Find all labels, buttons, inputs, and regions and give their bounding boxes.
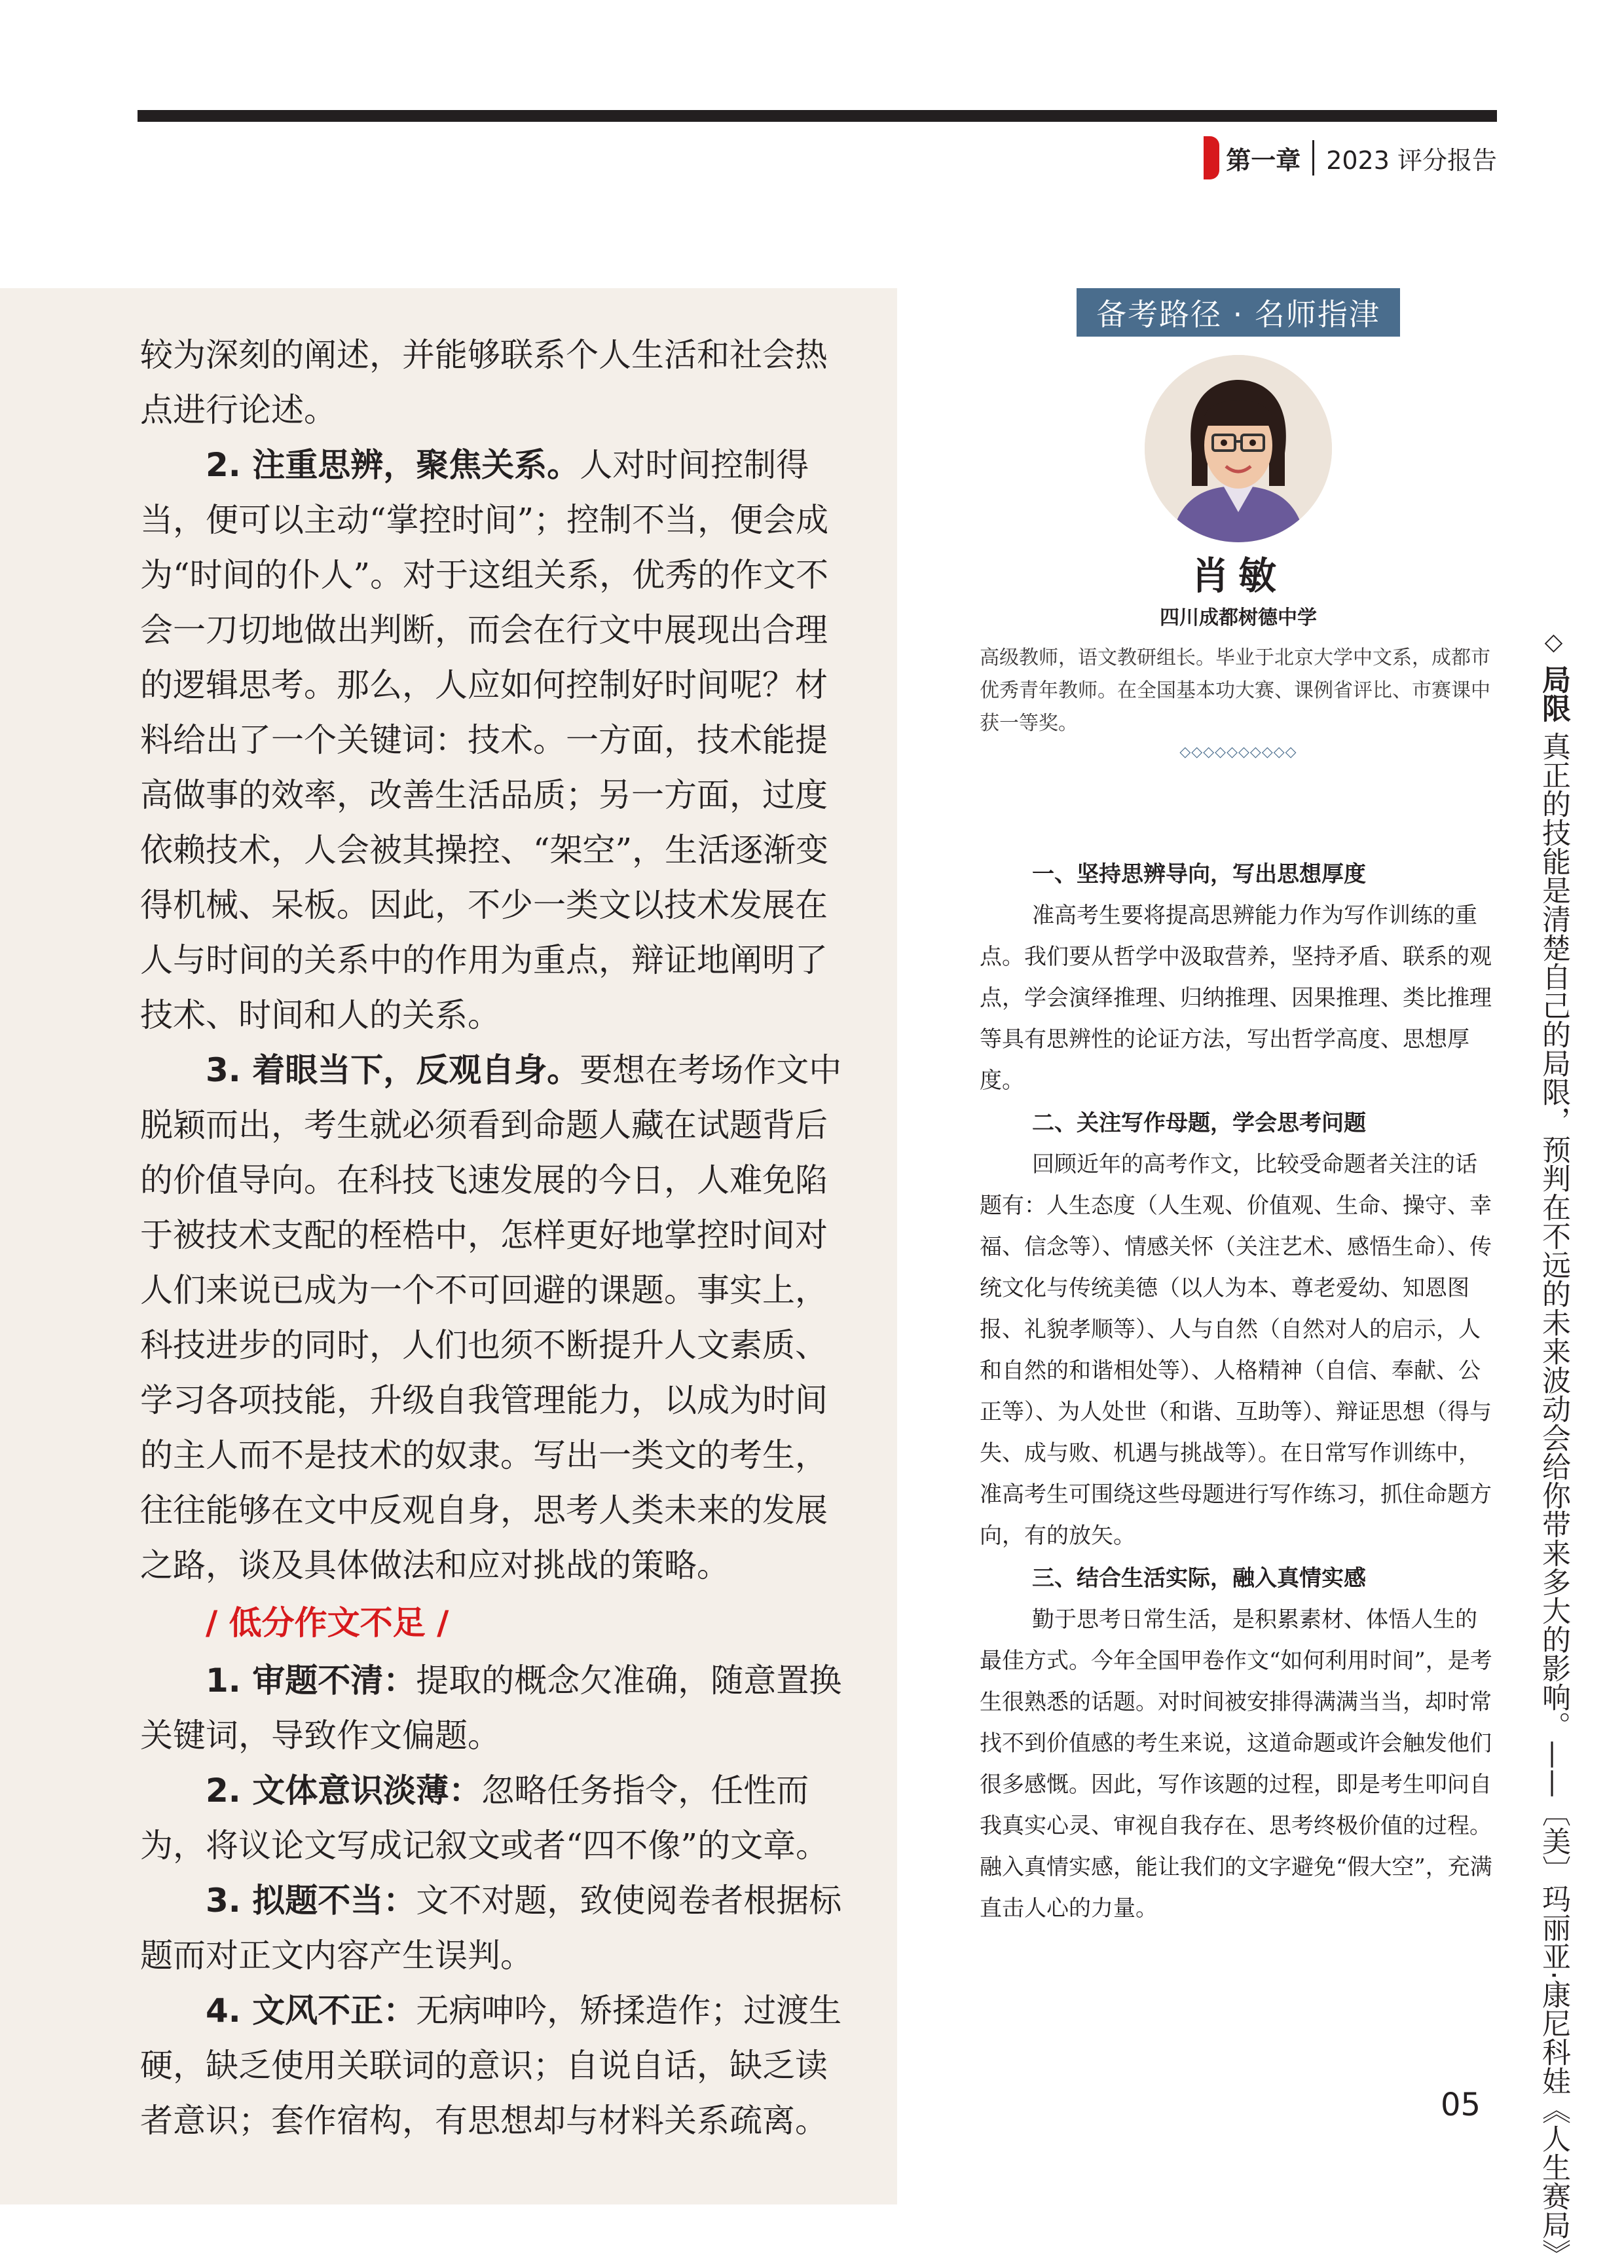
chapter-mark-icon xyxy=(1204,136,1219,179)
low-item-1-body: 提取的概念欠准确，随意置换关键词，导致作文偏题。 xyxy=(140,1662,842,1755)
low-item-2-body: 忽略任务指令，任性而为，将议论文写成记叙文或者“四不像”的文章。 xyxy=(140,1772,829,1865)
page-header xyxy=(1204,134,1497,181)
chapter-label: 第一章 xyxy=(1226,145,1301,175)
main-article xyxy=(140,327,847,2148)
low-item-3-body: 文不对题，致使阅卷者根据标题而对正文内容产生误判。 xyxy=(140,1882,842,1975)
paragraph-3 xyxy=(140,1043,847,1593)
tip-3-heading: 三、结合生活实际，融入真情实感 xyxy=(1032,1565,1366,1591)
tip-1-body: 准高考生要将提高思辨能力作为写作训练的重点。我们要从哲学中汲取营养，坚持矛盾、联系的观点，学会演绎推理、归纳推理、因果推理、类比推理等具有思辨性的论证方法，写出哲学高度、思想厚度。 xyxy=(980,902,1492,1094)
tip-3-body: 勤于思考日常生活，是积累素材、体悟人生的最佳方式。今年全国甲卷作文“如何利用时间”，是考生很熟悉的话题。对时间被安排得满满当当，却时常找不到价值感的考生来说，这道命题或许会触发他们很多感慨。因此，写作该题的过程，即是考生叩问自我真实心灵、审视自我存在、思考终极价值的过程。融入真情实感，能让我们的文字避免“假大空”，充满直击人心的力量。 xyxy=(980,1607,1492,1922)
diamond-divider: ◇◇◇◇◇◇◇◇◇◇ xyxy=(1179,744,1297,760)
side-quote xyxy=(1534,629,1573,2268)
teacher-portrait-icon xyxy=(1145,355,1332,542)
low-item-3-title: 3. 拟题不当： xyxy=(206,1882,416,1920)
teacher-bio: 高级教师，语文教研组长。毕业于北京大学中文系，成都市优秀青年教师。在全国基本功大赛、课例省评比、市赛课中获一等奖。 xyxy=(980,646,1490,735)
point-3-title: 3. 着眼当下，反观自身。 xyxy=(206,1051,580,1089)
point-2-body: 人对时间控制得当，便可以主动“掌控时间”；控制不当，便会成为“时间的仆人”。对于这组关系，优秀的作文不会一刀切地做出判断，而会在行文中展现出合理的逻辑思考。那么，人应如何控制好时间呢？材料给出了一个关键词：技术。一方面，技术能提高做事的效率，改善生活品质；另一方面，过度依赖技术，人会被其操控、“架空”，生活逐渐变得机械、呆板。因此，不少一类文以技术发展在人与时间的关系中的作用为重点，辩证地阐明了技术、时间和人的关系。 xyxy=(140,446,829,1034)
page-number: 05 xyxy=(1441,2087,1481,2123)
teacher-name: 肖敏 xyxy=(1190,553,1285,598)
low-item-3 xyxy=(140,1873,847,1983)
point-3-body: 要想在考场作文中脱颖而出，考生就必须看到命题人藏在试题背后的价值导向。在科技飞速发展的今日，人难免陷于被技术支配的桎梏中，怎样更好地掌控时间对人们来说已成为一个不可回避的课题。事实上，科技进步的同时，人们也须不断提升人文素质、学习各项技能，升级自我管理能力，以成为时间的主人而不是技术的奴隶。写出一类文的考生，往往能够在文中反观自身，思考人类未来的发展之路，谈及具体做法和应对挑战的策略。 xyxy=(140,1051,842,1584)
low-item-2 xyxy=(140,1763,847,1873)
paragraph-1: 较为深刻的阐述，并能够联系个人生活和社会热点进行论述。 xyxy=(140,336,828,429)
quote-title: 局限 xyxy=(1537,665,1570,722)
quote-text: 真正的技能是清楚自己的局限，预判在不远的未来波动会给你带来多大的影响。——〔美〕玛丽亚·康尼科娃《人生赛局》 xyxy=(1537,732,1570,2268)
tip-2-body: 回顾近年的高考作文，比较受命题者关注的话题有：人生态度（人生观、价值观、生命、操守、幸福、信念等）、情感关怀（关注艺术、感悟生命）、传统文化与传统美德（以人为本、尊老爱幼、知恩图报、礼貌孝顺等）、人与自然（自然对人的启示，人和自然的和谐相处等）、人格精神（自信、奉献、公正等）、为人处世（和谐、互助等）、辩证思想（得与失、成与败、机遇与挑战等）。在日常写作训练中，准高考生可围绕这些母题进行写作练习，抓住命题方向，有的放矢。 xyxy=(980,1151,1492,1549)
teacher-avatar xyxy=(1145,355,1332,542)
teacher-card xyxy=(980,288,1497,760)
point-2-title: 2. 注重思辨，聚焦关系。 xyxy=(206,446,580,484)
low-item-4 xyxy=(140,1983,847,2148)
tip-1-heading: 一、坚持思辨导向，写出思想厚度 xyxy=(1032,861,1366,887)
header-separator xyxy=(1312,140,1314,176)
low-item-2-title: 2. 文体意识淡薄： xyxy=(206,1772,482,1810)
tip-2-heading: 二、关注写作母题，学会思考问题 xyxy=(1032,1110,1366,1136)
report-label: 2023 评分报告 xyxy=(1326,145,1497,175)
low-item-4-body: 无病呻吟，矫揉造作；过渡生硬，缺乏使用关联词的意识；自说自话，缺乏读者意识；套作宿构，有思想却与材料关系疏离。 xyxy=(140,1992,842,2140)
low-item-1 xyxy=(140,1653,847,1763)
section-badge: 备考路径 · 名师指津 xyxy=(1077,288,1400,337)
low-score-heading: / 低分作文不足 / xyxy=(206,1604,449,1642)
low-item-4-title: 4. 文风不正： xyxy=(206,1992,416,2030)
tips-section xyxy=(980,853,1497,1929)
teacher-school: 四川成都树德中学 xyxy=(1160,606,1317,629)
header-rule xyxy=(138,110,1497,122)
low-item-1-title: 1. 审题不清： xyxy=(206,1662,416,1700)
quote-diamond-icon: ◇ xyxy=(1540,629,1567,656)
paragraph-2 xyxy=(140,437,847,1043)
